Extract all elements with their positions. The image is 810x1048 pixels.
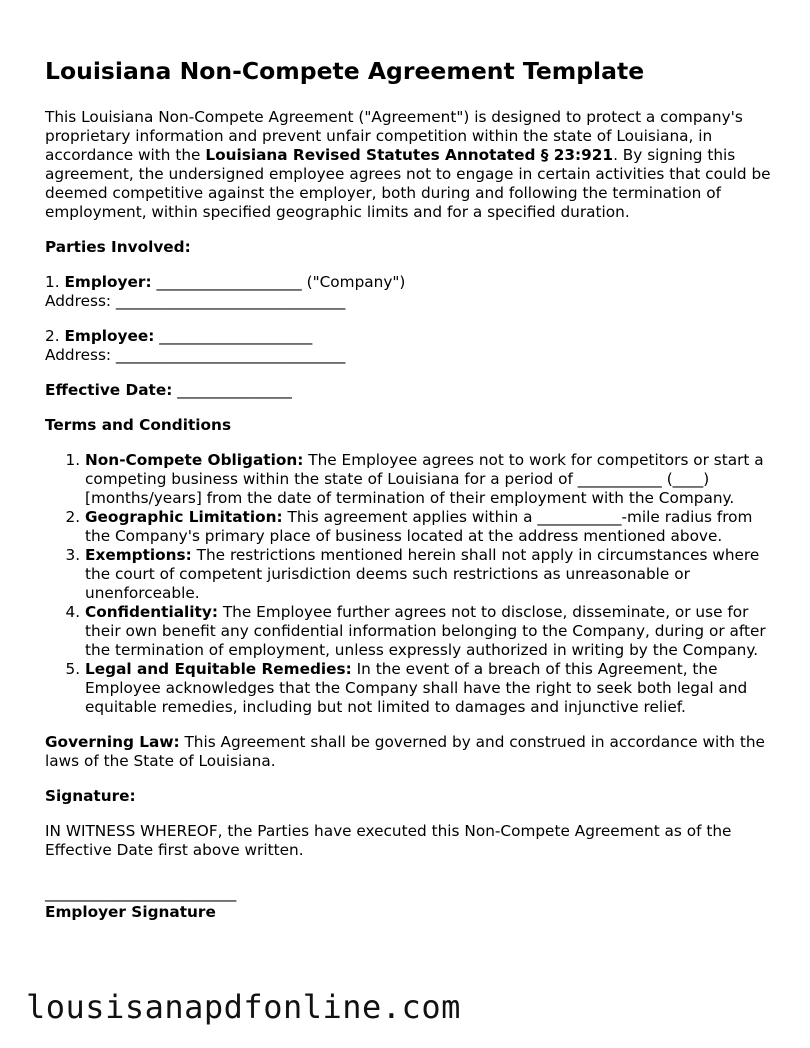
employer-blank: ___________________ ("Company") [151,273,406,291]
employer-signature-label [45,903,775,922]
employer-block [45,273,775,311]
governing-law-paragraph [45,733,775,771]
employee-block [45,327,775,365]
governing-law-label: Governing Law: [45,733,180,751]
term-label: Non-Compete Obligation: [85,451,304,469]
terms-heading: Terms and Conditions [45,416,232,434]
employee-number: 2. [45,327,65,345]
intro-paragraph [45,108,775,222]
employer-field [45,273,775,292]
list-item [85,546,775,603]
employer-number: 1. [45,273,65,291]
list-item [85,603,775,660]
intro-text-2: . By signing this agreement, the undersigned employee agrees not to engage in certain activities that could be deemed competitive against the employer, both during and following the termination of employment, within specified geographic limits and for a specified duration. [45,146,771,221]
terms-list [45,451,775,717]
employee-label: Employee: [64,327,155,345]
employee-blank: ____________________ [154,327,313,345]
watermark: lousisanapdfonline.com [26,988,461,1026]
effective-date-field [45,381,775,400]
list-item [85,508,775,546]
term-text: The restrictions mentioned herein shall not apply in circumstances where the court of competent jurisdiction deems such restrictions as unreasonable or unenforceable. [85,546,760,602]
governing-law-text: This Agreement shall be governed by and construed in accordance with the laws of the State of Louisiana. [45,733,765,770]
term-label: Legal and Equitable Remedies: [85,660,352,678]
document-page [45,56,775,922]
term-label: Exemptions: [85,546,192,564]
effective-date-blank: _______________ [172,381,292,399]
employer-address: Address: ______________________________ [45,292,346,310]
effective-date-label: Effective Date: [45,381,173,399]
list-item [85,660,775,717]
term-text: This agreement applies within a ___________-mile radius from the Company's primary place of business located at the address mentioned above. [85,508,753,545]
parties-heading: Parties Involved: [45,238,191,256]
term-label: Geographic Limitation: [85,508,283,526]
employee-address: Address: ______________________________ [45,346,346,364]
employer-label: Employer: [64,273,152,291]
intro-text-1: This Louisiana Non-Compete Agreement ("Agreement") is designed to protect a company's proprietary information and prevent unfair competition within the state of Louisiana, in accordance with the [45,108,743,164]
term-text: The Employee agrees not to work for competitors or start a competing business within the state of Louisiana for a period of ___________ (____) [months/years] from the date of termination of their employment with the Company. [85,451,764,507]
term-label: Confidentiality: [85,603,218,621]
signature-heading: Signature: [45,787,136,805]
list-item [85,451,775,508]
term-text: In the event of a breach of this Agreement, the Employee acknowledges that the Company shall have the right to seek both legal and equitable remedies, including but not limited to damages and injunctive relief. [85,660,748,716]
statute-reference: Louisiana Revised Statutes Annotated § 23:921 [205,146,614,164]
term-text: The Employee further agrees not to disclose, disseminate, or use for their own benefit any confidential information belonging to the Company, during or after the termination of employment, unless expressly authorized in writing by the Company. [85,603,766,659]
document-title: Louisiana Non-Compete Agreement Template [45,57,645,85]
employer-signature-line: _________________________ [45,884,237,902]
employee-field [45,327,775,346]
witness-paragraph: IN WITNESS WHEREOF, the Parties have executed this Non-Compete Agreement as of the Effective Date first above written. [45,822,732,859]
employer-signature-text: Employer Signature [45,903,216,921]
